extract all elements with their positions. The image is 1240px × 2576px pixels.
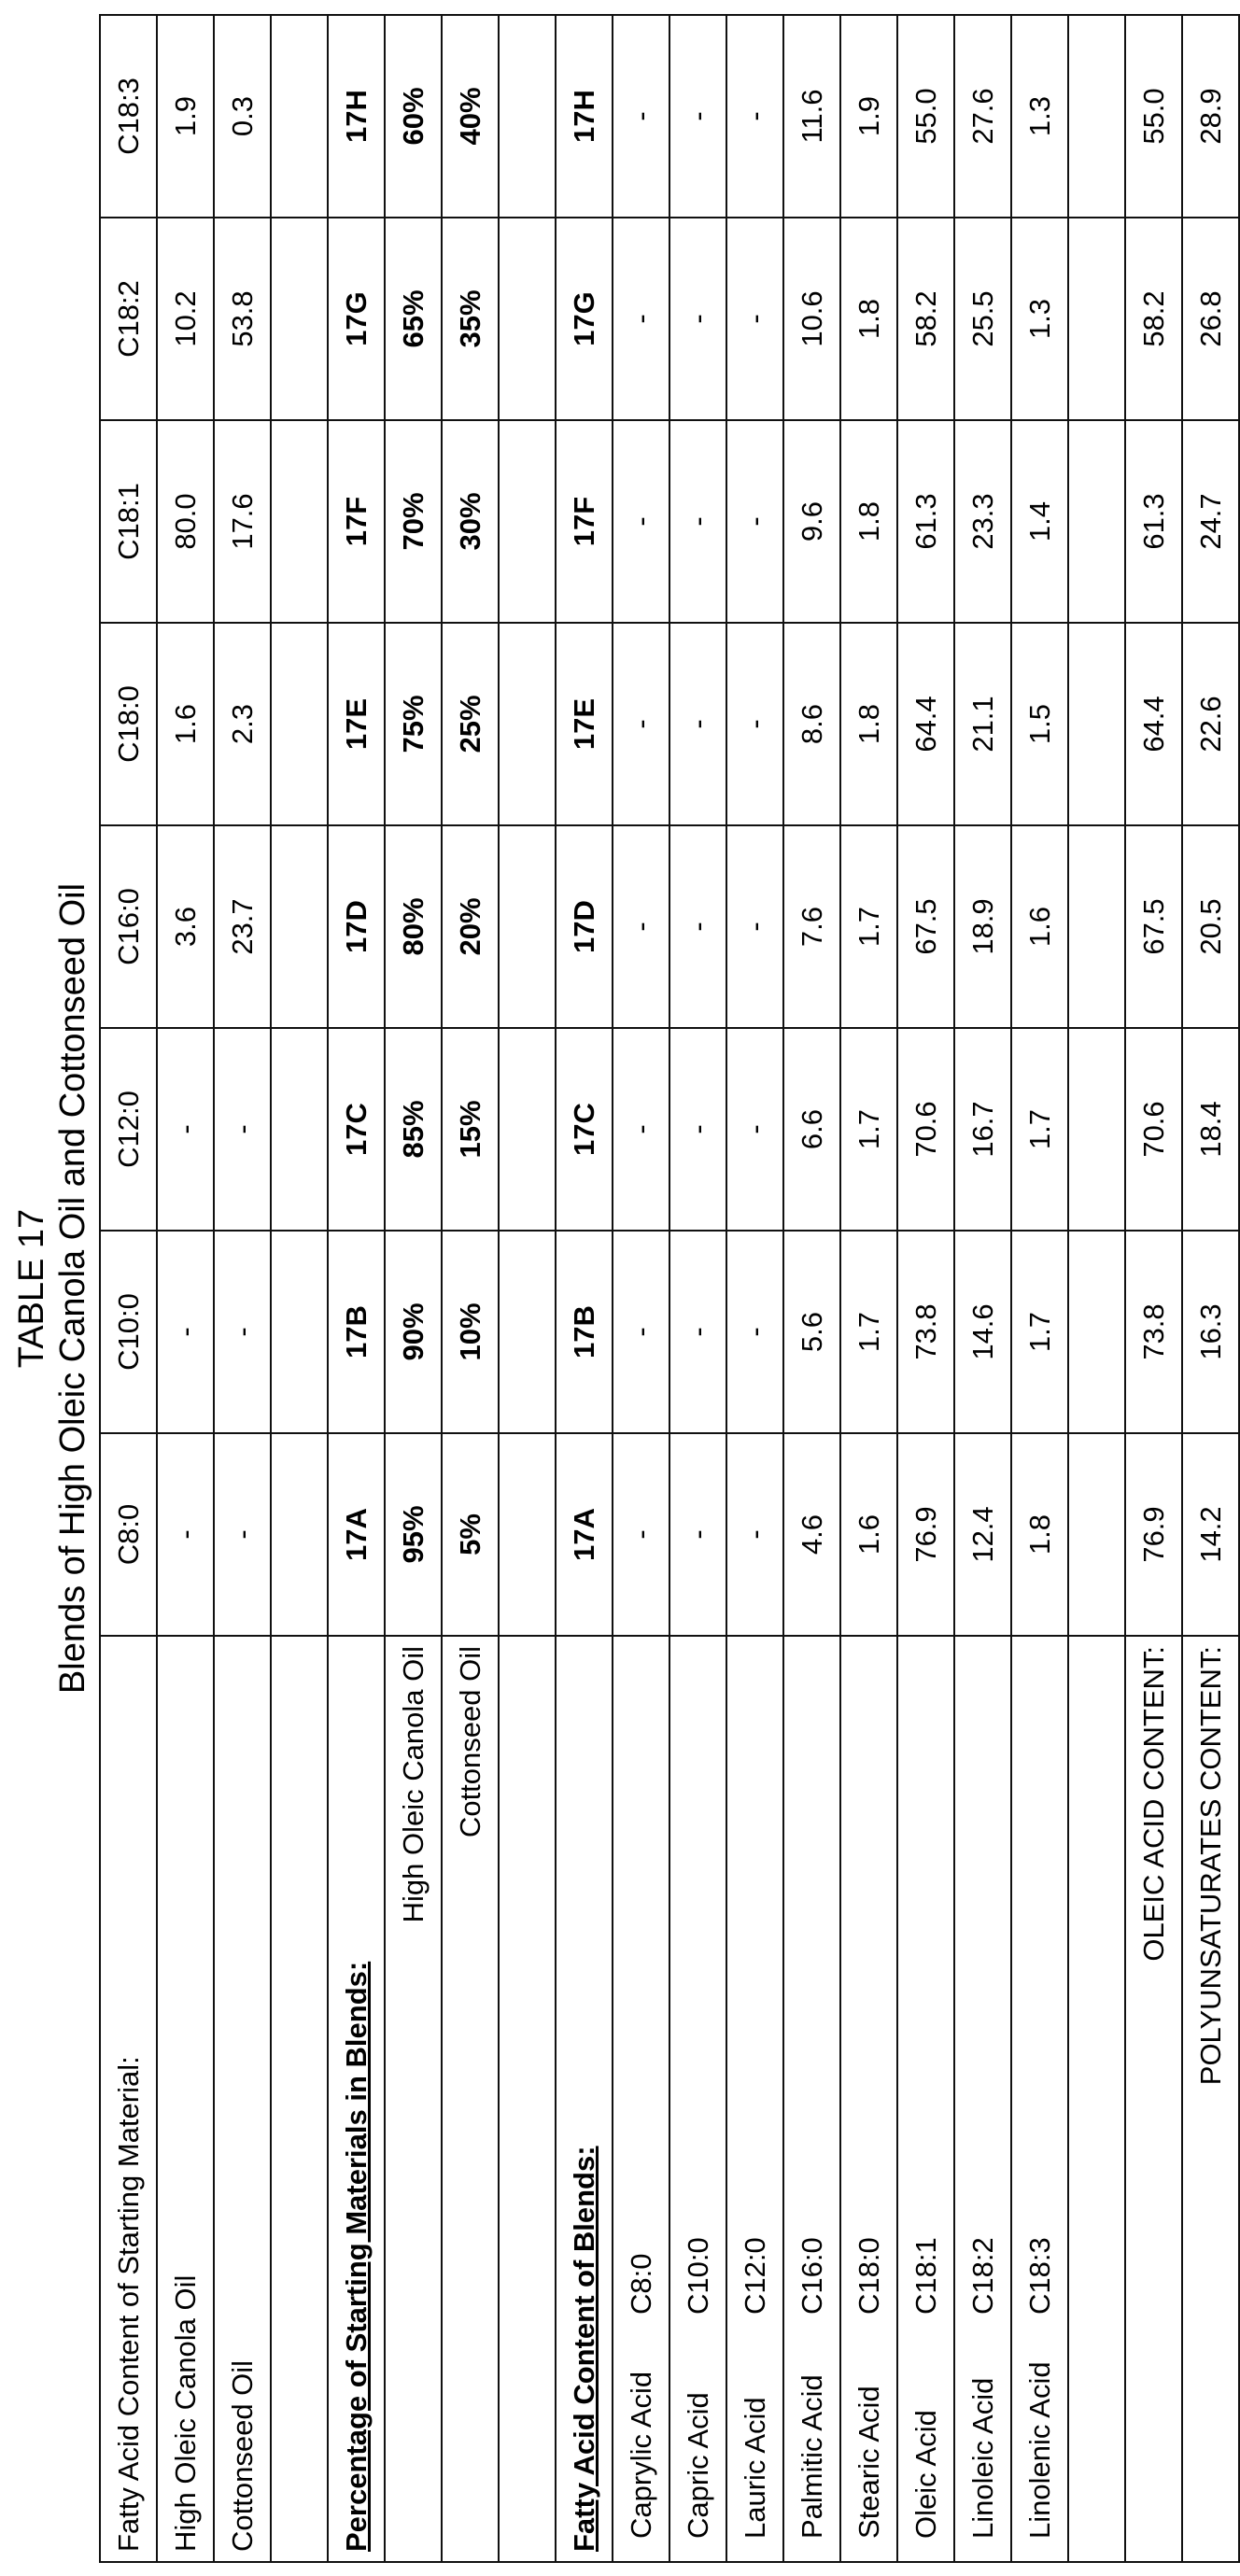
table-cell: 12.4 [954, 1433, 1011, 1636]
acid-code: C16:0 [796, 2237, 829, 2315]
acid-name: Palmitic Acid [796, 2315, 829, 2552]
acid-name: Linolenic Acid [1023, 2315, 1057, 2552]
acid-name: Capric Acid [682, 2315, 715, 2552]
acid-code: C18:1 [909, 2237, 943, 2315]
table-cell: 1.6 [157, 623, 214, 825]
row-label [954, 1636, 1011, 2562]
table-cell: 1.3 [1011, 218, 1068, 420]
table-cell: - [726, 218, 783, 420]
summary-label: POLYUNSATURATES CONTENT: [1182, 1636, 1239, 2562]
table-cell: 10.2 [157, 218, 214, 420]
blank-cell [271, 1636, 328, 2562]
table-cell: 30% [442, 420, 499, 623]
blend-header: 17G [556, 218, 613, 420]
table-cell: 80.0 [157, 420, 214, 623]
table-cell: - [726, 825, 783, 1028]
table-cell: 0.3 [214, 15, 271, 218]
acid-name: Linoleic Acid [966, 2315, 1000, 2552]
blank-cell [499, 825, 556, 1028]
blank-cell [271, 1231, 328, 1433]
row-label: Cottonseed Oil [214, 1636, 271, 2562]
blank-cell [1068, 825, 1125, 1028]
summary-row [1125, 15, 1182, 2562]
blend-header: 17E [556, 623, 613, 825]
acid-name: Lauric Acid [739, 2315, 772, 2552]
table-cell: 1.6 [840, 1433, 897, 1636]
table-cell: - [214, 1231, 271, 1433]
table-cell: - [613, 825, 669, 1028]
table-cell: - [726, 623, 783, 825]
blend-header: 17B [556, 1231, 613, 1433]
blend-header: 17H [328, 15, 385, 218]
table-cell: 80% [385, 825, 442, 1028]
table-number: TABLE 17 [11, 14, 52, 2563]
blank-cell [271, 1028, 328, 1231]
column-header: C18:3 [100, 15, 157, 218]
blend-header: 17A [556, 1433, 613, 1636]
table-cell: - [726, 1231, 783, 1433]
table-cell: - [613, 420, 669, 623]
acid-code: C18:0 [852, 2237, 886, 2315]
table-cell: - [669, 825, 726, 1028]
table-cell: 60% [385, 15, 442, 218]
table-cell: 1.9 [840, 15, 897, 218]
table-cell: 18.9 [954, 825, 1011, 1028]
table-cell: - [157, 1433, 214, 1636]
blank-cell [1068, 1636, 1125, 2562]
blank-cell [271, 15, 328, 218]
table-cell: - [726, 1028, 783, 1231]
blend-header: 17H [556, 15, 613, 218]
table-cell: - [613, 218, 669, 420]
table-cell: 85% [385, 1028, 442, 1231]
table-row [157, 15, 214, 2562]
table-cell: 1.8 [840, 420, 897, 623]
blank-cell [1068, 1231, 1125, 1433]
row-label [726, 1636, 783, 2562]
acid-code: C10:0 [682, 2237, 715, 2315]
table-cell: 64.4 [1125, 623, 1182, 825]
section-header-text: Percentage of Starting Materials in Blends: [340, 1962, 373, 2552]
table-cell: 18.4 [1182, 1028, 1239, 1231]
table-cell: 14.6 [954, 1231, 1011, 1433]
table-cell: 1.7 [840, 1028, 897, 1231]
section-header [328, 1636, 385, 2562]
blank-cell [1068, 218, 1125, 420]
table-cell: 28.9 [1182, 15, 1239, 218]
table-cell: 6.6 [783, 1028, 840, 1231]
table-row [214, 15, 271, 2562]
table-cell: 17.6 [214, 420, 271, 623]
table-cell: - [669, 1433, 726, 1636]
table-cell: 1.7 [1011, 1231, 1068, 1433]
blank-row [499, 15, 556, 2562]
table-cell: 70% [385, 420, 442, 623]
blend-header: 17B [328, 1231, 385, 1433]
table-cell: - [726, 1433, 783, 1636]
table-cell: 67.5 [1125, 825, 1182, 1028]
summary-row [1182, 15, 1239, 2562]
table-cell: 73.8 [1125, 1231, 1182, 1433]
rotated-table-page [0, 0, 1213, 2576]
row-label [613, 1636, 669, 2562]
acid-name: Caprylic Acid [625, 2315, 658, 2552]
acid-name: Stearic Acid [852, 2315, 886, 2552]
table-row [726, 15, 783, 2562]
blank-cell [1068, 1433, 1125, 1636]
table-cell: 24.7 [1182, 420, 1239, 623]
row-label [1011, 1636, 1068, 2562]
table-row [1011, 15, 1068, 2562]
table-cell: - [613, 15, 669, 218]
table-cell: 26.8 [1182, 218, 1239, 420]
blend-header: 17C [328, 1028, 385, 1231]
table-cell: - [669, 420, 726, 623]
blank-cell [271, 420, 328, 623]
column-header: C12:0 [100, 1028, 157, 1231]
table-cell: - [613, 1231, 669, 1433]
blank-cell [1068, 1028, 1125, 1231]
blend-header: 17F [556, 420, 613, 623]
acid-code: C12:0 [739, 2237, 772, 2315]
table-cell: 70.6 [1125, 1028, 1182, 1231]
table-cell: 55.0 [897, 15, 954, 218]
table-cell: 58.2 [1125, 218, 1182, 420]
table-cell: - [157, 1028, 214, 1231]
table-cell: 9.6 [783, 420, 840, 623]
table-cell: 10.6 [783, 218, 840, 420]
table-cell: - [214, 1433, 271, 1636]
row-label: Cottonseed Oil [442, 1636, 499, 2562]
table-cell: 25.5 [954, 218, 1011, 420]
blend-header: 17D [328, 825, 385, 1028]
row-label [840, 1636, 897, 2562]
table-cell: 11.6 [783, 15, 840, 218]
table-cell: 25% [442, 623, 499, 825]
table-cell: 5.6 [783, 1231, 840, 1433]
table-cell: 1.6 [1011, 825, 1068, 1028]
column-header: C8:0 [100, 1433, 157, 1636]
row-label [783, 1636, 840, 2562]
blank-cell [1068, 15, 1125, 218]
column-header: C16:0 [100, 825, 157, 1028]
table-cell: 1.4 [1011, 420, 1068, 623]
table-cell: 8.6 [783, 623, 840, 825]
acid-name: Oleic Acid [909, 2315, 943, 2552]
fatty-acid-table [99, 14, 1240, 2563]
table-cell: 15% [442, 1028, 499, 1231]
table-cell: 1.8 [840, 218, 897, 420]
blank-cell [271, 218, 328, 420]
table-cell: 27.6 [954, 15, 1011, 218]
table-cell: 90% [385, 1231, 442, 1433]
table-cell: 1.3 [1011, 15, 1068, 218]
table-cell: - [214, 1028, 271, 1231]
column-header: C18:2 [100, 218, 157, 420]
blend-header: 17D [556, 825, 613, 1028]
table-cell: - [669, 623, 726, 825]
blank-cell [499, 15, 556, 218]
blank-cell [1068, 623, 1125, 825]
table-cell: 73.8 [897, 1231, 954, 1433]
row-label: High Oleic Canola Oil [385, 1636, 442, 2562]
table-cell: 1.8 [1011, 1433, 1068, 1636]
table-cell: 23.7 [214, 825, 271, 1028]
table-row [783, 15, 840, 2562]
table-cell: - [669, 1231, 726, 1433]
table-cell: 76.9 [897, 1433, 954, 1636]
blank-cell [271, 623, 328, 825]
table-cell: 1.7 [840, 825, 897, 1028]
table-cell: 20.5 [1182, 825, 1239, 1028]
table-cell: 67.5 [897, 825, 954, 1028]
table-cell: 64.4 [897, 623, 954, 825]
blank-cell [499, 1636, 556, 2562]
table-cell: 1.5 [1011, 623, 1068, 825]
table-cell: 55.0 [1125, 15, 1182, 218]
table-cell: 70.6 [897, 1028, 954, 1231]
table-cell: - [157, 1231, 214, 1433]
table-row [840, 15, 897, 2562]
column-header: C18:0 [100, 623, 157, 825]
blank-cell [499, 623, 556, 825]
table-cell: 1.9 [157, 15, 214, 218]
table-cell: 61.3 [897, 420, 954, 623]
table-cell: - [613, 1433, 669, 1636]
column-header: C10:0 [100, 1231, 157, 1433]
table-cell: 3.6 [157, 825, 214, 1028]
table-row [385, 15, 442, 2562]
table-cell: 16.3 [1182, 1231, 1239, 1433]
table-cell: 7.6 [783, 825, 840, 1028]
blend-header: 17A [328, 1433, 385, 1636]
acid-code: C8:0 [625, 2254, 658, 2315]
blend-header: 17G [328, 218, 385, 420]
acid-code: C18:3 [1023, 2237, 1057, 2315]
table-cell: - [669, 1028, 726, 1231]
table-cell: 1.7 [840, 1231, 897, 1433]
table-cell: - [669, 15, 726, 218]
summary-label: OLEIC ACID CONTENT: [1125, 1636, 1182, 2562]
table-row [613, 15, 669, 2562]
blank-cell [499, 1028, 556, 1231]
section-header: Fatty Acid Content of Starting Material: [100, 1636, 157, 2562]
table-cell: - [669, 218, 726, 420]
section-header-text: Fatty Acid Content of Blends: [568, 2146, 600, 2552]
table-row [897, 15, 954, 2562]
table-cell: 20% [442, 825, 499, 1028]
column-header: C18:1 [100, 420, 157, 623]
row-label [897, 1636, 954, 2562]
table-cell: 95% [385, 1433, 442, 1636]
blank-row [271, 15, 328, 2562]
header-row [328, 15, 385, 2562]
blank-cell [1068, 420, 1125, 623]
table-cell: 76.9 [1125, 1433, 1182, 1636]
blank-cell [499, 1231, 556, 1433]
table-cell: 75% [385, 623, 442, 825]
table-row [669, 15, 726, 2562]
acid-code: C18:2 [966, 2237, 1000, 2315]
row-label [669, 1636, 726, 2562]
table-cell: 4.6 [783, 1433, 840, 1636]
table-cell: 61.3 [1125, 420, 1182, 623]
blend-header: 17F [328, 420, 385, 623]
table-row [442, 15, 499, 2562]
blank-cell [499, 420, 556, 623]
table-cell: - [613, 1028, 669, 1231]
blend-header: 17C [556, 1028, 613, 1231]
table-cell: 21.1 [954, 623, 1011, 825]
table-cell: 22.6 [1182, 623, 1239, 825]
table-cell: 10% [442, 1231, 499, 1433]
table-cell: - [726, 420, 783, 623]
blank-cell [271, 1433, 328, 1636]
table-cell: 5% [442, 1433, 499, 1636]
table-title: Blends of High Oleic Canola Oil and Cottonseed Oil [52, 14, 93, 2563]
blank-row [1068, 15, 1125, 2562]
row-label: High Oleic Canola Oil [157, 1636, 214, 2562]
table-row [954, 15, 1011, 2562]
blank-cell [271, 825, 328, 1028]
header-row [556, 15, 613, 2562]
table-cell: 1.8 [840, 623, 897, 825]
table-cell: 35% [442, 218, 499, 420]
table-cell: 65% [385, 218, 442, 420]
table-cell: 53.8 [214, 218, 271, 420]
table-cell: 2.3 [214, 623, 271, 825]
table-cell: 58.2 [897, 218, 954, 420]
blank-cell [499, 218, 556, 420]
table-cell: 23.3 [954, 420, 1011, 623]
table-cell: 40% [442, 15, 499, 218]
table-cell: - [726, 15, 783, 218]
blend-header: 17E [328, 623, 385, 825]
blank-cell [499, 1433, 556, 1636]
table-cell: 16.7 [954, 1028, 1011, 1231]
header-row [100, 15, 157, 2562]
table-cell: - [613, 623, 669, 825]
table-cell: 14.2 [1182, 1433, 1239, 1636]
section-header [556, 1636, 613, 2562]
table-cell: 1.7 [1011, 1028, 1068, 1231]
